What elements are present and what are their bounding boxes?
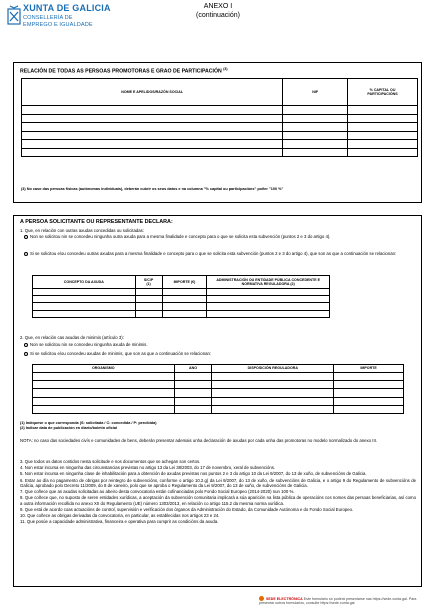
table-cell-input[interactable]: [348, 123, 418, 132]
promoters-section: [13, 62, 422, 203]
minimis-row: [33, 406, 404, 414]
table-cell-input[interactable]: [283, 114, 348, 123]
q2-radio-yes[interactable]: [24, 352, 28, 356]
table-cell-input[interactable]: [135, 289, 162, 296]
table-cell-input[interactable]: [162, 303, 207, 310]
table-cell-input[interactable]: [135, 303, 162, 310]
annex-subtitle: (continuación): [196, 11, 240, 19]
promoters-table: [21, 78, 418, 157]
column-header-year: ANO: [174, 365, 212, 373]
table-cell-input[interactable]: [212, 380, 334, 388]
q1-radio-yes[interactable]: [24, 252, 28, 256]
table-cell-input[interactable]: [212, 389, 334, 397]
department-line-1: CONSELLERÍA DE: [23, 15, 73, 21]
question-2: 2. Que, en relación cas axudas de minimis (artículo 3):: [20, 335, 124, 340]
declaration-item: 8. Que coñece que, no suposto de seren entidades xurídicas, a aceptación da subvención comunitaria implicará a súa aparición na lista pública de operacións cos nomes das persoas beneficiarias, así como a outra información recollida no anexo XII do Regulamento (UE) número 1303/2013, en relación co artigo 115.2 da mesma norma xurídica.: [20, 495, 416, 506]
table-cell-input[interactable]: [207, 310, 330, 317]
table-cell-input[interactable]: [22, 148, 283, 157]
minimis-row: [33, 372, 404, 380]
table-cell-input[interactable]: [283, 106, 348, 115]
table-cell-input[interactable]: [33, 389, 175, 397]
table-cell-input[interactable]: [334, 389, 404, 397]
table-cell-input[interactable]: [283, 123, 348, 132]
table-cell-input[interactable]: [283, 148, 348, 157]
promoters-note: (3) No caso das persoas físicas (autónomas individuais), deberán cubrir os seus datos e na columna "% capital ou participacións" poñer "100 %": [21, 187, 284, 191]
footnote-1: (1) Indíquese o que corresponda (S: solicitada / C: concedida / P: percibida): [20, 421, 157, 425]
column-header-regulation: DISPOSICIÓN REGULADORA: [212, 365, 334, 373]
table-cell-input[interactable]: [33, 397, 175, 405]
column-header-nif: NIF: [283, 79, 348, 106]
aid-row: [33, 296, 330, 303]
table-cell-input[interactable]: [33, 380, 175, 388]
table-cell-input[interactable]: [33, 296, 136, 303]
q1-option-no[interactable]: Non se solicitou nin se concedeu ningunha outra axuda para a mesma finalidade e concepto para o que se solicita esta subvención (puntos 2 e 3 do artigo 4).: [24, 234, 416, 239]
table-cell-input[interactable]: [348, 106, 418, 115]
q1-radio-no[interactable]: [24, 235, 28, 239]
declaration-item: 7. Que coñece que as axudas solicitadas ao abeiro desta convocatoria están cofinanciadas polo Fondo Social Europeo (2014-2020) nun 100 %.: [20, 489, 295, 495]
declaration-title: A PERSOA SOLICITANTE OU REPRESENTANTE DECLARA:: [20, 219, 173, 225]
table-cell-input[interactable]: [348, 148, 418, 157]
table-cell-input[interactable]: [33, 310, 136, 317]
table-cell-input[interactable]: [212, 406, 334, 414]
column-header-scp: S/C/P (1): [135, 276, 162, 289]
column-header-percentage: % CAPITAL OU PARTICIPACIÓNS: [348, 79, 418, 106]
promoter-row: [22, 140, 418, 149]
promoter-row: [22, 148, 418, 157]
promoters-title: RELACIÓN DE TODAS AS PERSOAS PROMOTORAS E GRAO DE PARTICIPACIÓN $^{(3)}$: [20, 67, 228, 75]
declaration-item: 9. Que está de acordo coas actuacións de control, supervisión e verificación dos órganos da Administración do Estado, da Comunidade Autónoma e do Fondo Social Europeo.: [20, 507, 354, 513]
declaration-item: 10. Que coñece as obrigas derivadas da convocatoria, en particular, as establecidas nos artigos 23 e 24.: [20, 513, 220, 519]
table-cell-input[interactable]: [212, 397, 334, 405]
declaration-nota: NOTA: no caso das sociedades civís e comunidades de bens, deberán presentar ademais unha declaración de axudas por cada unha das promotoras no modelo normalizado do anexo III.: [20, 438, 378, 443]
declaration-item: 11. Que posúe a capacidade administrativa, financeira e operativa para cumprir as condicións da axuda.: [20, 519, 219, 525]
column-header-administration: ADMINISTRACIÓN OU ENTIDADE PÚBLICA CONCEDENTE E NORMATIVA REGULADORA (2): [207, 276, 330, 289]
q1-option-yes[interactable]: Si se solicitou e/ou concedeu outras axudas para a mesma finalidade e concepto para o que se solicita esta subvención (puntos 2 e 3 do artigo 4), que son as que a continuación se relacionan:: [24, 251, 416, 256]
table-cell-input[interactable]: [334, 397, 404, 405]
footnote-2: (2) Indicar data de publicación en diario/boletín oficial: [20, 425, 118, 430]
table-cell-input[interactable]: [22, 123, 283, 132]
aid-row: [33, 289, 330, 296]
column-header-minimis-amount: IMPORTE: [334, 365, 404, 373]
table-cell-input[interactable]: [283, 131, 348, 140]
footnotes: [20, 421, 416, 430]
table-cell-input[interactable]: [348, 114, 418, 123]
table-cell-input[interactable]: [135, 296, 162, 303]
table-cell-input[interactable]: [162, 289, 207, 296]
declaration-item: 3. Que todos os datos contidos nesta solicitude e nos documentos que se achegan son certos.: [20, 459, 201, 464]
table-cell-input[interactable]: [212, 372, 334, 380]
footer-text: Este formulario só poderá presentarse nas https://sede.xunta.gal. Para presentar outros formularios, consulte https://sede.xunta.gal: [259, 597, 417, 606]
q2-option-yes[interactable]: Si se solicitou e/ou concedeu axudas de minimis, que son as que a continuación se relacionan:: [24, 351, 416, 356]
brand-name: XUNTA DE GALICIA: [23, 3, 111, 13]
table-cell-input[interactable]: [22, 106, 283, 115]
minimis-row: [33, 397, 404, 405]
table-cell-input[interactable]: [174, 372, 212, 380]
table-cell-input[interactable]: [283, 140, 348, 149]
declaration-item: 5. Non estar incursa en ningunha clase de inhabilitación para a obtención de axudas previstas nos puntos 2 e 3 do artigo 10 da Lei 9/2007, do 13 de xuño, de subvencións de Galicia.: [20, 471, 367, 477]
table-cell-input[interactable]: [334, 380, 404, 388]
declaration-item: 6. Estar ao día no pagamento de obrigas por reintegro de subvencións, conforme o artigo 10.2.g) da Lei 9/2007, do 13 de xuño, de subvencións de Galicia, e o artigo 9 do Regulamento de subvencións de Galicia, aprobado polo Decreto 11/2009, do 8 de xaneiro, polo que se aproba o Regulamento da Lei 9/2007, do 13 de xuño, de subvencións de Galicia.: [20, 477, 416, 489]
q2-radio-no[interactable]: [24, 343, 28, 347]
declaration-section: [13, 215, 422, 587]
department-name: [23, 15, 111, 28]
table-cell-input[interactable]: [33, 303, 136, 310]
table-cell-input[interactable]: [22, 140, 283, 149]
table-cell-input[interactable]: [207, 289, 330, 296]
aid-row: [33, 310, 330, 317]
table-cell-input[interactable]: [174, 380, 212, 388]
annex-heading: [196, 3, 240, 20]
department-line-2: EMPREGO E IGUALDADE: [23, 21, 93, 28]
promoter-row: [22, 123, 418, 132]
table-cell-input[interactable]: [33, 372, 175, 380]
aid-row: [33, 303, 330, 310]
table-cell-input[interactable]: [22, 131, 283, 140]
annex-title: ANEXO I: [203, 3, 233, 10]
question-1: 1. Que, en relación con outras axudas concedidas ou solicitadas:: [20, 228, 144, 233]
table-cell-input[interactable]: [162, 310, 207, 317]
table-cell-input[interactable]: [174, 397, 212, 405]
promoter-row: [22, 114, 418, 123]
column-header-amount: IMPORTE (€): [162, 276, 207, 289]
table-cell-input[interactable]: [33, 406, 175, 414]
table-cell-input[interactable]: [207, 303, 330, 310]
xunta-galicia-logo-icon: [7, 5, 21, 27]
column-header-aid-concept: CONCEPTO DA AXUDA: [33, 276, 136, 289]
footer-label: SEDE ELECTRÓNICA: [266, 597, 303, 601]
minimis-row: [33, 389, 404, 397]
table-cell-input[interactable]: [174, 406, 212, 414]
table-cell-input[interactable]: [348, 140, 418, 149]
table-cell-input[interactable]: [162, 296, 207, 303]
promoter-row: [22, 106, 418, 115]
sede-electronica-footer: [259, 596, 429, 605]
minimis-table: [32, 364, 404, 414]
table-cell-input[interactable]: [135, 310, 162, 317]
column-header-name: NOME E APELIDOS/RAZÓN SOCIAL: [22, 79, 283, 106]
brand-block: [23, 4, 111, 28]
declaration-item: 4. Non estar incursa en ningunha das circunstancias previstas no artigo 13 da Lei 38/2003, do 17 de novembro, xeral de subvencións.: [20, 465, 276, 471]
table-cell-input[interactable]: [334, 372, 404, 380]
column-header-organism: ORGANISMO: [33, 365, 175, 373]
q2-option-no[interactable]: Non se solicitou nin se concedeu ningunha axuda de minimis.: [24, 342, 416, 347]
table-cell-input[interactable]: [174, 389, 212, 397]
aid-table: [32, 275, 330, 318]
promoter-row: [22, 131, 418, 140]
minimis-row: [33, 380, 404, 388]
declaration-list: [20, 459, 416, 526]
table-cell-input[interactable]: [207, 296, 330, 303]
table-cell-input[interactable]: [348, 131, 418, 140]
table-cell-input[interactable]: [33, 289, 136, 296]
table-cell-input[interactable]: [22, 114, 283, 123]
table-cell-input[interactable]: [334, 406, 404, 414]
